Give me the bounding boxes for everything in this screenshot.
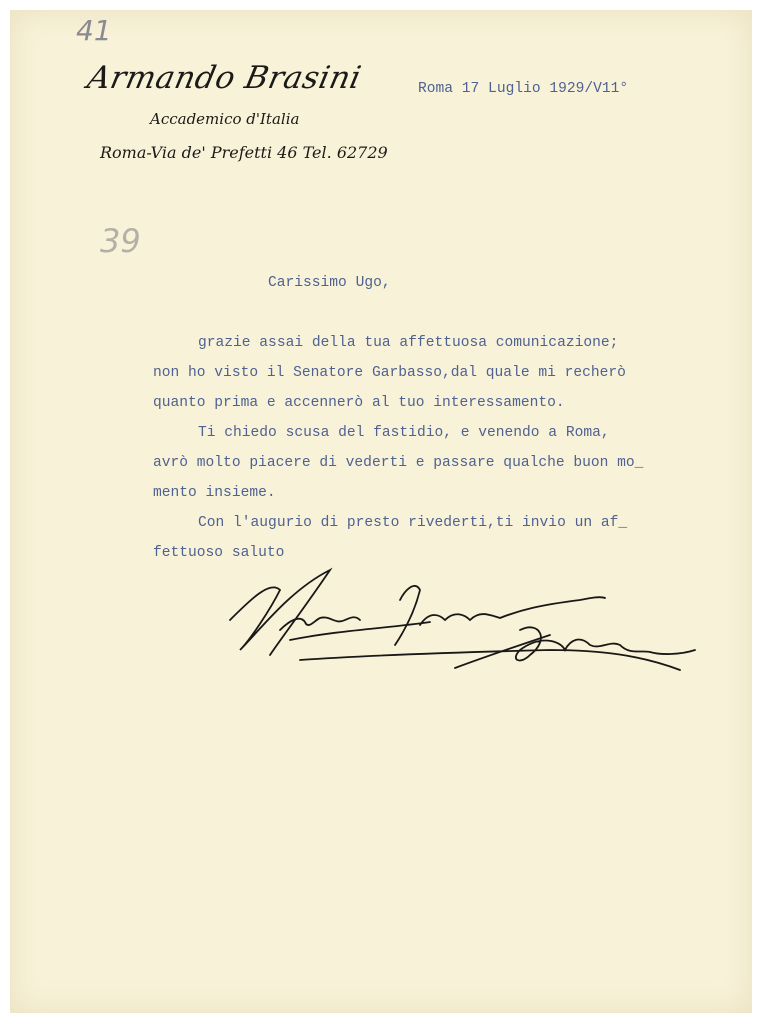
- letterhead-name: Armando Brasini: [84, 60, 365, 96]
- body-line: fettuoso saluto: [153, 545, 285, 561]
- body-line: avrò molto piacere di vederti e passare qualche buon mo_: [153, 455, 644, 471]
- body-line: Ti chiedo scusa del fastidio, e venendo a Roma,: [198, 425, 610, 441]
- body-line: mento insieme.: [153, 485, 276, 501]
- letterhead-title: Accademico d'Italia: [150, 110, 300, 128]
- body-line: quanto prima e accennerò al tuo interessamento.: [153, 395, 565, 411]
- body-line: Con l'augurio di presto rivederti,ti invio un af_: [198, 515, 628, 531]
- pencil-annotation-top: 41: [76, 14, 112, 47]
- date-line: Roma 17 Luglio 1929/V11°: [418, 81, 629, 97]
- letterhead-address: Roma-Via de' Prefetti 46 Tel. 62729: [100, 143, 388, 162]
- body-line: grazie assai della tua affettuosa comunicazione;: [198, 335, 619, 351]
- handwritten-signature: [220, 560, 720, 690]
- body-line: non ho visto il Senatore Garbasso,dal quale mi recherò: [153, 365, 626, 381]
- salutation: Carissimo Ugo,: [268, 275, 391, 291]
- pencil-annotation-side: 39: [100, 222, 141, 260]
